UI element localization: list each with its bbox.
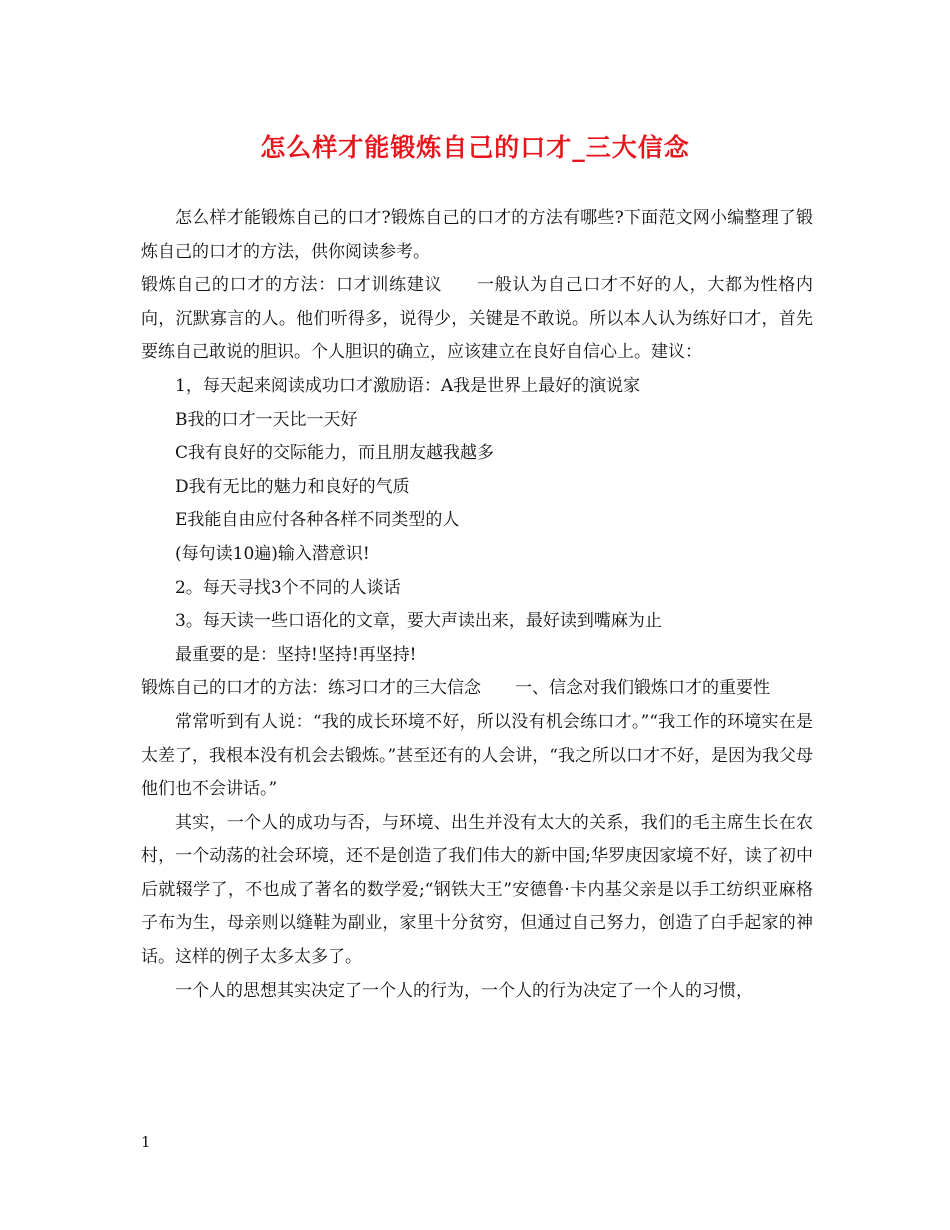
- paragraph-section-1: [141, 269, 813, 370]
- list-item-d: D我有无比的魅力和良好的气质: [175, 476, 410, 497]
- document-body: [141, 202, 813, 1008]
- section-2-heading: 锻炼自己的口才的方法：练习口才的三大信念: [141, 678, 481, 699]
- paragraph-last: 一个人的思想其实决定了一个人的行为，一个人的行为决定了一个人的习惯，: [175, 980, 753, 1001]
- list-item-3: 3。每天读一些口语化的文章，要大声读出来，最好读到嘴麻为止: [175, 611, 662, 632]
- list-item-2: 2。每天寻找3个不同的人谈话: [175, 577, 401, 598]
- list-item-c: C我有良好的交际能力，而且朋友越我越多: [175, 443, 495, 464]
- paragraph-examples: 其实，一个人的成功与否，与环境、出生并没有太大的关系，我们的毛主席生长在农村，一个动荡的社会环境，还不是创造了我们伟大的新中国;华罗庚因家境不好，读了初中后就辍学了，不也成了著名的数学爱;“钢铁大王”安德鲁·卡内基父亲是以手工纺织亚麻格子布为生，母亲则以缝鞋为副业，家里十分贫穷，但通过自己努力，创造了白手起家的神话。这样的例子太多太多了。: [141, 812, 813, 968]
- list-note: (每句读10遍)输入潜意识!: [175, 543, 370, 564]
- section-2-subheading: 一、信念对我们锻炼口才的重要性: [515, 678, 770, 699]
- paragraph-quotes: 常常听到有人说：“我的成长环境不好，所以没有机会练口才。”“我工作的环境实在是太差了，我根本没有机会去锻炼。”甚至还有的人会讲，“我之所以口才不好，是因为我父母他们也不会讲话。”: [141, 711, 813, 800]
- list-item-1: 1，每天起来阅读成功口才激励语：A我是世界上最好的演说家: [175, 375, 641, 396]
- section-1-heading: 锻炼自己的口才的方法：口才训练建议: [141, 275, 443, 296]
- most-important-line: 最重要的是：坚持!坚持!再坚持!: [175, 644, 417, 665]
- paragraph-section-2: [141, 672, 813, 706]
- list-item-b: B我的口才一天比一天好: [175, 409, 358, 430]
- paragraph-intro: 怎么样才能锻炼自己的口才?锻炼自己的口才的方法有哪些?下面范文网小编整理了锻炼自己的口才的方法，供你阅读参考。: [141, 208, 813, 262]
- document-title: 怎么样才能锻炼自己的口才_三大信念: [260, 133, 690, 162]
- section-1-body: 一般认为自己口才不好的人，大都为性格内向，沉默寡言的人。他们听得多，说得少，关键是不敢说。所以本人认为练好口才，首先要练自己敢说的胆识。个人胆识的确立，应该建立在良好自信心上。建议：: [141, 275, 814, 363]
- list-item-e: E我能自由应付各种各样不同类型的人: [175, 510, 460, 531]
- page-number: 1: [141, 1133, 151, 1151]
